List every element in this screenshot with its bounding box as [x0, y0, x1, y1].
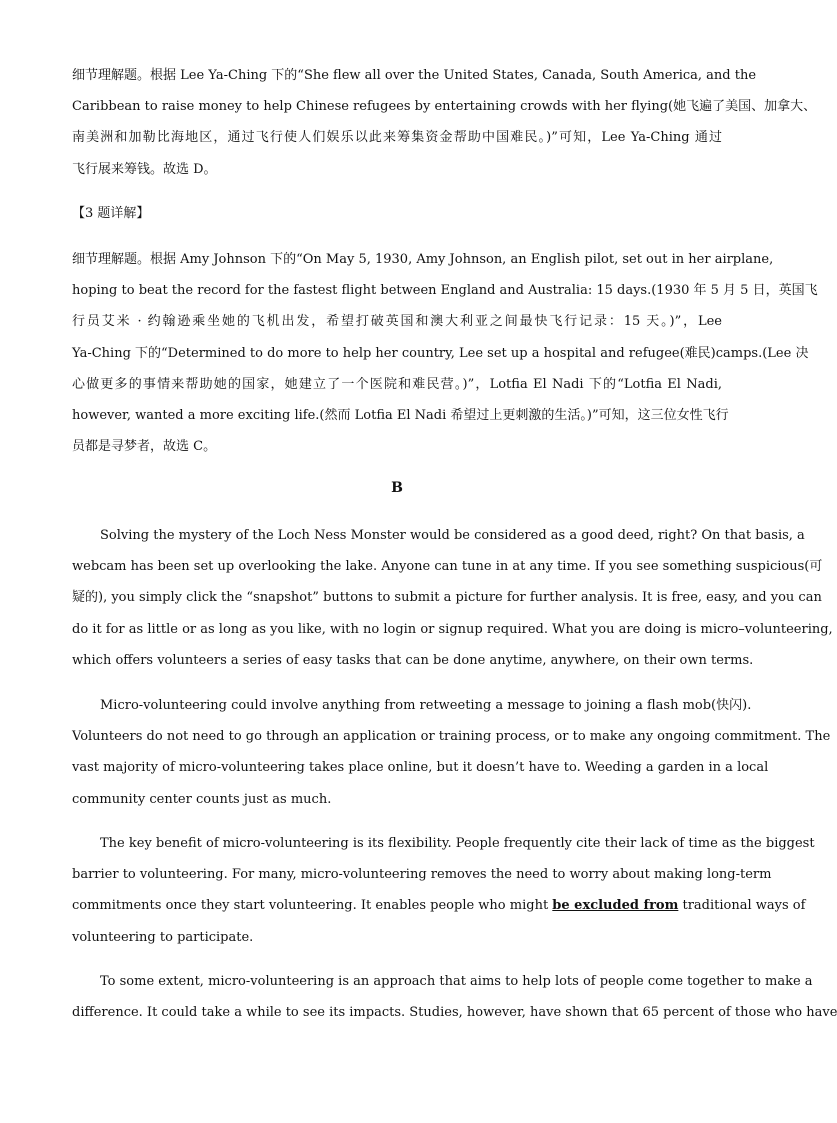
passage-paragraph-1	[72, 520, 833, 676]
passage-paragraph-3	[72, 828, 815, 953]
q2-explanation	[72, 60, 817, 185]
text-line: 员都是寻梦者，故选 C。	[72, 439, 217, 455]
section-title: B	[391, 480, 403, 496]
text-line: hoping to beat the record for the fastest flight between England and Australia: 15 days.(1930 年 5 月 5 日，英国飞	[72, 283, 818, 299]
text-line: Solving the mystery of the Loch Ness Monster would be considered as a good deed, right? On that basis, a	[100, 528, 805, 543]
text-line	[72, 890, 806, 921]
text-line: which offers volunteers a series of easy tasks that can be done anytime, anywhere, on their own terms.	[72, 652, 754, 668]
text-line: 细节理解题。根据 Amy Johnson 下的“On May 5, 1930, Amy Johnson, an English pilot, set out in her airplane,	[72, 252, 774, 267]
text-line: 疑的), you simply click the “snapshot” buttons to submit a picture for further analysis. It is free, easy, and you can	[72, 590, 822, 606]
text-line: difference. It could take a while to see its impacts. Studies, however, have shown that 65 percent of those who have	[72, 1005, 837, 1021]
q3-explanation	[72, 244, 818, 462]
text-line: 南美洲和加勒比海地区，通过飞行使人们娱乐以此来筹集资金帮助中国难民。)”可知，Lee Ya-Ching 通过	[72, 130, 722, 146]
text-line: 飞行展来筹钱。故选 D。	[72, 161, 217, 177]
text-line: Ya-Ching 下的“Determined to do more to help her country, Lee set up a hospital and refugee(难民)camps.(Lee 决	[72, 345, 809, 361]
text-line: 行员艾米 · 约翰逊乘坐她的飞机出发，希望打破英国和澳大利亚之间最快飞行记录：15 天。)”，Lee	[72, 314, 722, 330]
text-line: 细节理解题。根据 Lee Ya-Ching 下的“She flew all over the United States, Canada, South America, and the	[72, 68, 757, 83]
text-line: volunteering to participate.	[72, 929, 254, 945]
text-line: webcam has been set up overlooking the lake. Anyone can tune in at any time. If you see something suspicious(可	[72, 559, 823, 575]
text-line: The key benefit of micro-volunteering is its flexibility. People frequently cite their lack of time as the biggest	[100, 836, 815, 851]
section-heading: 【3 题详解】	[72, 206, 150, 221]
text-line: barrier to volunteering. For many, micro-volunteering removes the need to worry about making long-term	[72, 867, 772, 883]
text-line: Caribbean to raise money to help Chinese refugees by entertaining crowds with her flying(她飞遍了美国、加拿大、	[72, 99, 817, 115]
text-line: Micro-volunteering could involve anything from retweeting a message to joining a flash mob(快闪).	[100, 698, 752, 713]
passage-paragraph-4	[72, 966, 837, 1028]
text-line: To some extent, micro-volunteering is an approach that aims to help lots of people come together to make a	[100, 974, 813, 989]
text-line: Volunteers do not need to go through an application or training process, or to make any ongoing commitment. The	[72, 729, 831, 745]
text-segment: commitments once they start volunteering. It enables people who might	[72, 898, 553, 914]
text-line: vast majority of micro-volunteering takes place online, but it doesn’t have to. Weeding a garden in a local	[72, 760, 769, 776]
text-line: do it for as little or as long as you like, with no login or signup required. What you are doing is micro–volunteering,	[72, 621, 833, 637]
passage-paragraph-2	[72, 690, 831, 815]
text-line: 心做更多的事情来帮助她的国家，她建立了一个医院和难民营。)”，Lotfia El Nadi 下的“Lotfia El Nadi,	[72, 376, 722, 392]
q3-heading	[72, 198, 722, 229]
text-line: however, wanted a more exciting life.(然而 Lotfia El Nadi 希望过上更刺激的生活。)”可知，这三位女性飞行	[72, 407, 729, 423]
text-segment: traditional ways of	[678, 898, 806, 914]
text-line: community center counts just as much.	[72, 791, 332, 807]
highlighted-phrase: be excluded from	[552, 898, 679, 914]
